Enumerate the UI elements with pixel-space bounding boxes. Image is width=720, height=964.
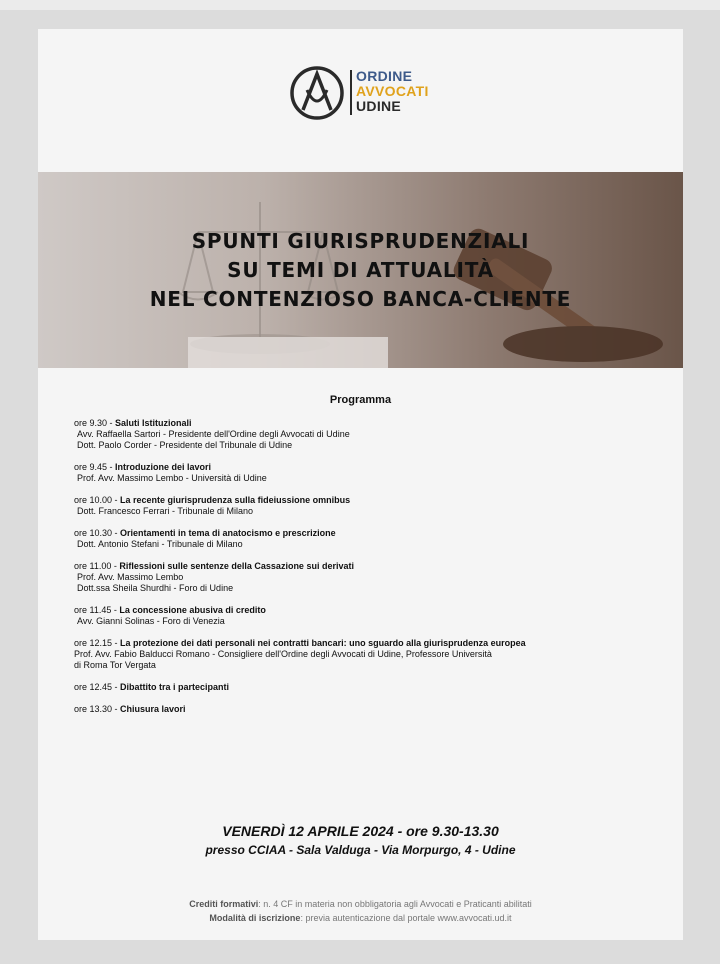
agenda-item (74, 495, 674, 517)
agenda-item (74, 561, 674, 594)
top-strip (0, 0, 720, 10)
agenda-title: Chiusura lavori (120, 704, 186, 714)
agenda-item (74, 638, 674, 671)
agenda-time: ore 12.15 - (74, 638, 121, 648)
agenda-speaker: di Roma Tor Vergata (74, 660, 156, 670)
credits-label: Crediti formativi (189, 899, 259, 909)
agenda-speaker: Dott. Francesco Ferrari - Tribunale di Milano (77, 506, 254, 516)
agenda-time: ore 13.30 - (74, 704, 121, 714)
agenda-time: ore 10.00 - (74, 495, 121, 505)
agenda-time: ore 10.30 - (74, 528, 121, 538)
event-title-line: SU TEMI DI ATTUALITÀ (227, 258, 494, 282)
ordine-avvocati-logo (288, 64, 448, 124)
event-details (38, 821, 683, 859)
agenda-title: Dibattito tra i partecipanti (120, 682, 230, 692)
program-agenda (74, 418, 674, 726)
credits-line (38, 897, 683, 911)
agenda-time: ore 11.45 - (74, 605, 120, 615)
event-date: VENERDÌ 12 APRILE 2024 - ore 9.30-13.30 (222, 823, 499, 839)
agenda-time: ore 12.45 - (74, 682, 121, 692)
agenda-speaker: Dott.ssa Sheila Shurdhi - Foro di Udine (77, 583, 234, 593)
agenda-speaker: Dott. Antonio Stefani - Tribunale di Milano (77, 539, 243, 549)
event-title (38, 227, 683, 314)
program-heading: Programma (329, 394, 392, 406)
logo-emblem-icon (288, 64, 346, 122)
agenda-title: Riflessioni sulle sentenze della Cassazione sui derivati (119, 561, 354, 571)
agenda-time: ore 9.30 - (74, 418, 116, 428)
registration-line (38, 911, 683, 925)
agenda-title: Saluti Istituzionali (115, 418, 192, 428)
agenda-item (74, 418, 674, 451)
agenda-speaker: Prof. Avv. Massimo Lembo (77, 572, 184, 582)
agenda-title: Orientamenti in tema di anatocismo e prescrizione (120, 528, 336, 538)
agenda-speaker: Prof. Avv. Massimo Lembo - Università di Udine (77, 473, 267, 483)
agenda-speaker: Dott. Paolo Corder - Presidente del Tribunale di Udine (77, 440, 293, 450)
agenda-time: ore 9.45 - (74, 462, 116, 472)
agenda-title: La protezione dei dati personali nei contratti bancari: uno sguardo alla giurisprudenza europea (120, 638, 526, 648)
registration-label: Modalità di iscrizione (209, 913, 301, 923)
agenda-title: La recente giurisprudenza sulla fideiussione omnibus (120, 495, 351, 505)
agenda-speaker: Avv. Raffaella Sartori - Presidente dell'Ordine degli Avvocati di Udine (77, 429, 350, 439)
credits-text: : n. 4 CF in materia non obbligatoria agli Avvocati e Praticanti abilitati (258, 899, 532, 909)
title-banner (38, 172, 683, 368)
logo-line-ordine: ORDINE (356, 68, 413, 84)
flyer-page (38, 29, 683, 940)
agenda-item (74, 528, 674, 550)
agenda-time: ore 11.00 - (74, 561, 120, 571)
agenda-title: Introduzione dei lavori (115, 462, 212, 472)
event-venue: presso CCIAA - Sala Valduga - Via Morpurgo, 4 - Udine (205, 843, 516, 857)
logo-wordmark (356, 69, 429, 114)
agenda-speaker: Prof. Avv. Fabio Balducci Romano - Consigliere dell'Ordine degli Avvocati di Udine, Professore Università (74, 649, 492, 659)
agenda-item (74, 704, 674, 715)
agenda-item (74, 682, 674, 693)
agenda-item (74, 462, 674, 484)
agenda-item (74, 605, 674, 627)
agenda-title: La concessione abusiva di credito (119, 605, 266, 615)
footer-info (38, 897, 683, 925)
event-title-line: NEL CONTENZIOSO BANCA-CLIENTE (149, 287, 572, 311)
logo-line-udine: UDINE (356, 98, 402, 114)
registration-text: : previa autenticazione dal portale www.avvocati.ud.it (300, 913, 512, 923)
event-title-line: SPUNTI GIURISPRUDENZIALI (191, 229, 530, 253)
logo-divider (350, 70, 352, 115)
agenda-speaker: Avv. Gianni Solinas - Foro di Venezia (77, 616, 225, 626)
logo-line-avvocati: AVVOCATI (356, 83, 429, 99)
